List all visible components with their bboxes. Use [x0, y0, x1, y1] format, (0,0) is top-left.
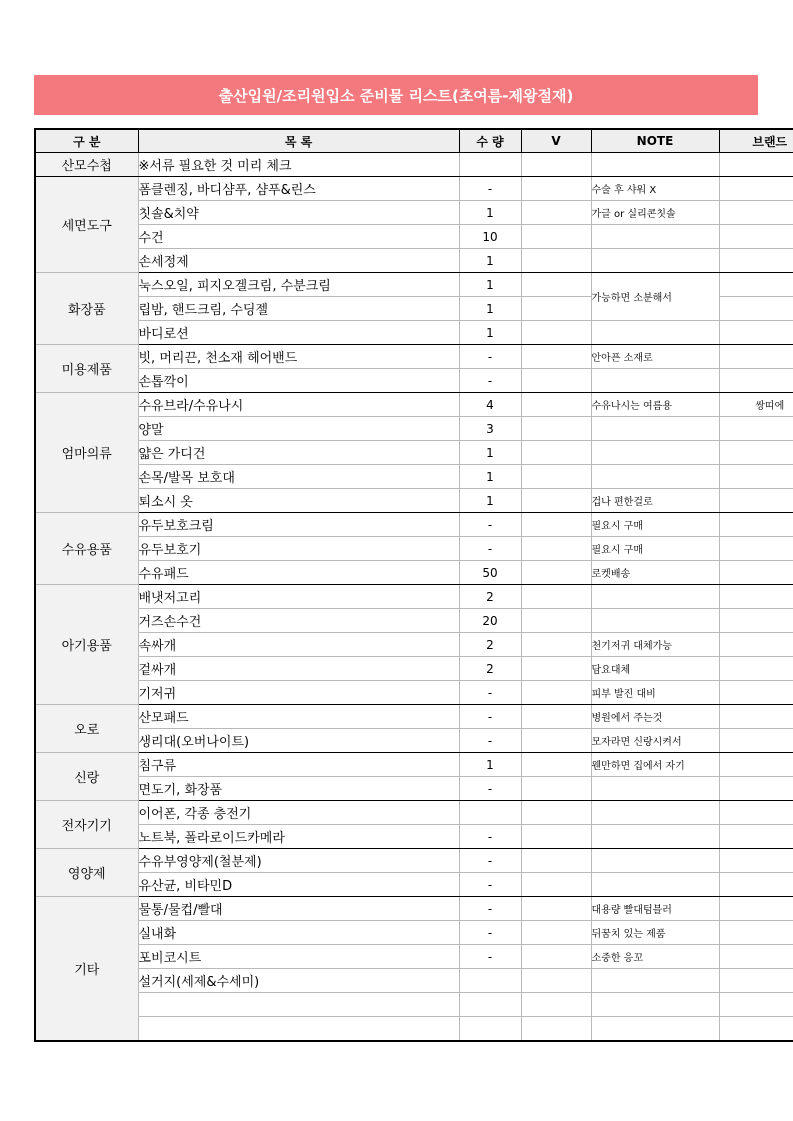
table-row — [35, 969, 793, 993]
note-cell — [591, 993, 719, 1017]
table-row — [35, 777, 793, 801]
check-cell[interactable] — [521, 201, 591, 225]
brand-cell — [719, 177, 793, 201]
qty-cell: - — [459, 849, 521, 873]
brand-cell — [719, 417, 793, 441]
note-cell: 웬만하면 집에서 자기 — [591, 753, 719, 777]
category-cell: 신랑 — [35, 753, 138, 801]
brand-cell — [719, 537, 793, 561]
note-cell: 필요시 구매 — [591, 537, 719, 561]
check-cell[interactable] — [521, 297, 591, 321]
table-row — [35, 873, 793, 897]
note-cell — [591, 849, 719, 873]
item-cell: 퇴소시 옷 — [138, 489, 459, 513]
header-note: NOTE — [591, 129, 719, 153]
category-cell: 산모수첩 — [35, 153, 138, 177]
brand-cell — [719, 249, 793, 273]
item-cell: 손톱깍이 — [138, 369, 459, 393]
item-cell: 유두보호기 — [138, 537, 459, 561]
item-cell — [138, 1017, 459, 1042]
table-row — [35, 393, 793, 417]
item-cell: 유두보호크림 — [138, 513, 459, 537]
item-cell — [138, 993, 459, 1017]
brand-cell — [719, 945, 793, 969]
check-cell[interactable] — [521, 825, 591, 849]
check-cell[interactable] — [521, 249, 591, 273]
page-title: 출산입원/조리원입소 준비물 리스트(초여름-제왕절재) — [34, 75, 758, 115]
check-cell[interactable] — [521, 897, 591, 921]
check-cell[interactable] — [521, 945, 591, 969]
item-cell: 빗, 머리끈, 천소재 헤어밴드 — [138, 345, 459, 369]
qty-cell: - — [459, 945, 521, 969]
note-cell: 가글 or 실리콘칫솔 — [591, 201, 719, 225]
qty-cell: - — [459, 825, 521, 849]
item-cell: 눅스오일, 피지오겔크림, 수분크림 — [138, 273, 459, 297]
check-cell[interactable] — [521, 1017, 591, 1042]
table-row — [35, 345, 793, 369]
qty-cell: - — [459, 513, 521, 537]
qty-cell — [459, 801, 521, 825]
item-cell: 수유패드 — [138, 561, 459, 585]
note-cell — [591, 609, 719, 633]
item-cell: 물통/물컵/빨대 — [138, 897, 459, 921]
table-row — [35, 849, 793, 873]
qty-cell: - — [459, 345, 521, 369]
brand-cell — [719, 321, 793, 345]
check-cell[interactable] — [521, 417, 591, 441]
table-row — [35, 441, 793, 465]
check-cell[interactable] — [521, 465, 591, 489]
header-brand: 브랜드 — [719, 129, 793, 153]
note-cell: 수유나시는 여름용 — [591, 393, 719, 417]
item-cell: 겉싸개 — [138, 657, 459, 681]
category-cell: 전자기기 — [35, 801, 138, 849]
qty-cell: 1 — [459, 465, 521, 489]
table-header-row — [35, 129, 793, 153]
note-cell: 로켓배송 — [591, 561, 719, 585]
note-cell: 모자라면 신랑시켜서 — [591, 729, 719, 753]
table-row — [35, 465, 793, 489]
brand-cell — [719, 921, 793, 945]
check-cell[interactable] — [521, 393, 591, 417]
brand-cell — [719, 633, 793, 657]
item-cell: 얇은 가디건 — [138, 441, 459, 465]
brand-cell — [719, 369, 793, 393]
item-cell: 바디로션 — [138, 321, 459, 345]
brand-cell — [719, 657, 793, 681]
brand-cell — [719, 609, 793, 633]
category-cell: 영양제 — [35, 849, 138, 897]
table-row — [35, 753, 793, 777]
table-row — [35, 993, 793, 1017]
check-cell[interactable] — [521, 273, 591, 297]
note-cell — [591, 801, 719, 825]
category-cell: 세면도구 — [35, 177, 138, 273]
category-cell: 기타 — [35, 897, 138, 1042]
note-cell: 피부 발진 대비 — [591, 681, 719, 705]
check-cell[interactable] — [521, 609, 591, 633]
brand-cell — [719, 681, 793, 705]
brand-cell — [719, 273, 793, 297]
qty-cell: 1 — [459, 273, 521, 297]
table-row — [35, 633, 793, 657]
check-cell[interactable] — [521, 921, 591, 945]
item-cell: 양말 — [138, 417, 459, 441]
qty-cell: - — [459, 369, 521, 393]
brand-cell — [719, 297, 793, 321]
brand-cell — [719, 489, 793, 513]
category-cell: 오로 — [35, 705, 138, 753]
item-cell: 이어폰, 각종 충전기 — [138, 801, 459, 825]
check-cell[interactable] — [521, 225, 591, 249]
category-cell: 엄마의류 — [35, 393, 138, 513]
note-cell: 필요시 구매 — [591, 513, 719, 537]
brand-cell: 쌍띠에 — [719, 393, 793, 417]
item-cell: 면도기, 화장품 — [138, 777, 459, 801]
brand-cell — [719, 345, 793, 369]
table-row — [35, 609, 793, 633]
note-cell: 안아픈 소재로 — [591, 345, 719, 369]
check-cell[interactable] — [521, 657, 591, 681]
table-row — [35, 705, 793, 729]
table-row — [35, 681, 793, 705]
check-cell[interactable] — [521, 705, 591, 729]
brand-cell — [719, 825, 793, 849]
item-cell: 포비코시트 — [138, 945, 459, 969]
qty-cell: - — [459, 705, 521, 729]
header-item: 목 록 — [138, 129, 459, 153]
table-row — [35, 657, 793, 681]
category-cell: 미용제품 — [35, 345, 138, 393]
check-cell[interactable] — [521, 537, 591, 561]
qty-cell — [459, 153, 521, 177]
qty-cell: 2 — [459, 585, 521, 609]
table-row — [35, 537, 793, 561]
table-row — [35, 825, 793, 849]
table-row — [35, 369, 793, 393]
table-row — [35, 897, 793, 921]
brand-cell — [719, 873, 793, 897]
check-cell[interactable] — [521, 993, 591, 1017]
table-row — [35, 513, 793, 537]
note-cell: 천기저귀 대체가능 — [591, 633, 719, 657]
qty-cell: - — [459, 177, 521, 201]
check-cell[interactable] — [521, 345, 591, 369]
item-cell: 수유브라/수유나시 — [138, 393, 459, 417]
qty-cell: 1 — [459, 489, 521, 513]
check-cell[interactable] — [521, 441, 591, 465]
item-cell: 손세정제 — [138, 249, 459, 273]
check-cell[interactable] — [521, 801, 591, 825]
table-body — [35, 153, 793, 1042]
item-cell: 설거지(세제&수세미) — [138, 969, 459, 993]
note-cell — [591, 369, 719, 393]
qty-cell — [459, 1017, 521, 1042]
qty-cell: 1 — [459, 249, 521, 273]
item-cell: 기저귀 — [138, 681, 459, 705]
note-cell: 대용량 빨대텀블러 — [591, 897, 719, 921]
qty-cell: 1 — [459, 201, 521, 225]
category-cell: 수유용품 — [35, 513, 138, 585]
brand-cell — [719, 993, 793, 1017]
brand-cell — [719, 801, 793, 825]
qty-cell: 20 — [459, 609, 521, 633]
item-cell: ※서류 필요한 것 미리 체크 — [138, 153, 459, 177]
table-row — [35, 225, 793, 249]
qty-cell: 1 — [459, 321, 521, 345]
qty-cell: 2 — [459, 633, 521, 657]
table-row — [35, 945, 793, 969]
table-row — [35, 153, 793, 177]
qty-cell: - — [459, 873, 521, 897]
qty-cell: 4 — [459, 393, 521, 417]
qty-cell — [459, 969, 521, 993]
item-cell: 속싸개 — [138, 633, 459, 657]
qty-cell: 50 — [459, 561, 521, 585]
brand-cell — [719, 969, 793, 993]
note-cell: 겁나 편한걸로 — [591, 489, 719, 513]
brand-cell — [719, 849, 793, 873]
check-cell[interactable] — [521, 321, 591, 345]
item-cell: 칫솔&치약 — [138, 201, 459, 225]
note-cell — [591, 249, 719, 273]
category-cell: 아기용품 — [35, 585, 138, 705]
check-cell[interactable] — [521, 969, 591, 993]
table-row — [35, 273, 793, 297]
table-row — [35, 489, 793, 513]
note-cell — [591, 585, 719, 609]
note-cell — [591, 153, 719, 177]
note-cell — [591, 777, 719, 801]
brand-cell — [719, 705, 793, 729]
qty-cell: - — [459, 537, 521, 561]
qty-cell — [459, 993, 521, 1017]
qty-cell: - — [459, 681, 521, 705]
note-cell — [591, 225, 719, 249]
brand-cell — [719, 225, 793, 249]
table-row — [35, 729, 793, 753]
brand-cell — [719, 513, 793, 537]
table-row — [35, 921, 793, 945]
note-cell: 담요대체 — [591, 657, 719, 681]
qty-cell: 1 — [459, 297, 521, 321]
item-cell: 립밤, 핸드크림, 수딩젤 — [138, 297, 459, 321]
note-cell — [591, 441, 719, 465]
table-row — [35, 249, 793, 273]
table-row — [35, 585, 793, 609]
note-cell — [591, 969, 719, 993]
table-row — [35, 417, 793, 441]
item-cell: 실내화 — [138, 921, 459, 945]
brand-cell — [719, 561, 793, 585]
table-row — [35, 177, 793, 201]
brand-cell — [719, 465, 793, 489]
checklist-table — [34, 128, 793, 1042]
header-category: 구 분 — [35, 129, 138, 153]
note-cell — [591, 321, 719, 345]
brand-cell — [719, 201, 793, 225]
brand-cell — [719, 777, 793, 801]
note-cell: 뒤꿈치 있는 제품 — [591, 921, 719, 945]
note-cell — [591, 825, 719, 849]
brand-cell — [719, 897, 793, 921]
item-cell: 산모패드 — [138, 705, 459, 729]
note-cell: 가능하면 소분해서 — [591, 273, 719, 321]
check-cell[interactable] — [521, 513, 591, 537]
note-cell: 수술 후 샤워 X — [591, 177, 719, 201]
item-cell: 배냇저고리 — [138, 585, 459, 609]
item-cell: 침구류 — [138, 753, 459, 777]
qty-cell: 3 — [459, 417, 521, 441]
check-cell[interactable] — [521, 729, 591, 753]
note-cell — [591, 873, 719, 897]
check-cell[interactable] — [521, 153, 591, 177]
check-cell[interactable] — [521, 369, 591, 393]
qty-cell: - — [459, 777, 521, 801]
check-cell[interactable] — [521, 561, 591, 585]
qty-cell: - — [459, 921, 521, 945]
note-cell: 소중한 응꼬 — [591, 945, 719, 969]
brand-cell — [719, 153, 793, 177]
item-cell: 거즈손수건 — [138, 609, 459, 633]
table-row — [35, 1017, 793, 1042]
check-cell[interactable] — [521, 585, 591, 609]
qty-cell: 1 — [459, 753, 521, 777]
check-cell[interactable] — [521, 753, 591, 777]
item-cell: 수건 — [138, 225, 459, 249]
qty-cell: - — [459, 729, 521, 753]
header-qty: 수 량 — [459, 129, 521, 153]
qty-cell: 1 — [459, 441, 521, 465]
note-cell — [591, 1017, 719, 1042]
qty-cell: 2 — [459, 657, 521, 681]
table-row — [35, 201, 793, 225]
item-cell: 손목/발목 보호대 — [138, 465, 459, 489]
brand-cell — [719, 441, 793, 465]
item-cell: 폼클렌징, 바디샴푸, 샴푸&린스 — [138, 177, 459, 201]
check-cell[interactable] — [521, 177, 591, 201]
item-cell: 노트북, 폴라로이드카메라 — [138, 825, 459, 849]
check-cell[interactable] — [521, 849, 591, 873]
check-cell[interactable] — [521, 633, 591, 657]
qty-cell: - — [459, 897, 521, 921]
table-row — [35, 801, 793, 825]
item-cell: 수유부영양제(철분제) — [138, 849, 459, 873]
item-cell: 유산균, 비타민D — [138, 873, 459, 897]
note-cell — [591, 465, 719, 489]
qty-cell: 10 — [459, 225, 521, 249]
check-cell[interactable] — [521, 681, 591, 705]
note-cell — [591, 417, 719, 441]
check-cell[interactable] — [521, 489, 591, 513]
table-row — [35, 561, 793, 585]
brand-cell — [719, 729, 793, 753]
brand-cell — [719, 1017, 793, 1042]
table-row — [35, 321, 793, 345]
item-cell: 생리대(오버나이트) — [138, 729, 459, 753]
header-check: V — [521, 129, 591, 153]
category-cell: 화장품 — [35, 273, 138, 345]
check-cell[interactable] — [521, 777, 591, 801]
brand-cell — [719, 753, 793, 777]
check-cell[interactable] — [521, 873, 591, 897]
brand-cell — [719, 585, 793, 609]
note-cell: 병원에서 주는것 — [591, 705, 719, 729]
